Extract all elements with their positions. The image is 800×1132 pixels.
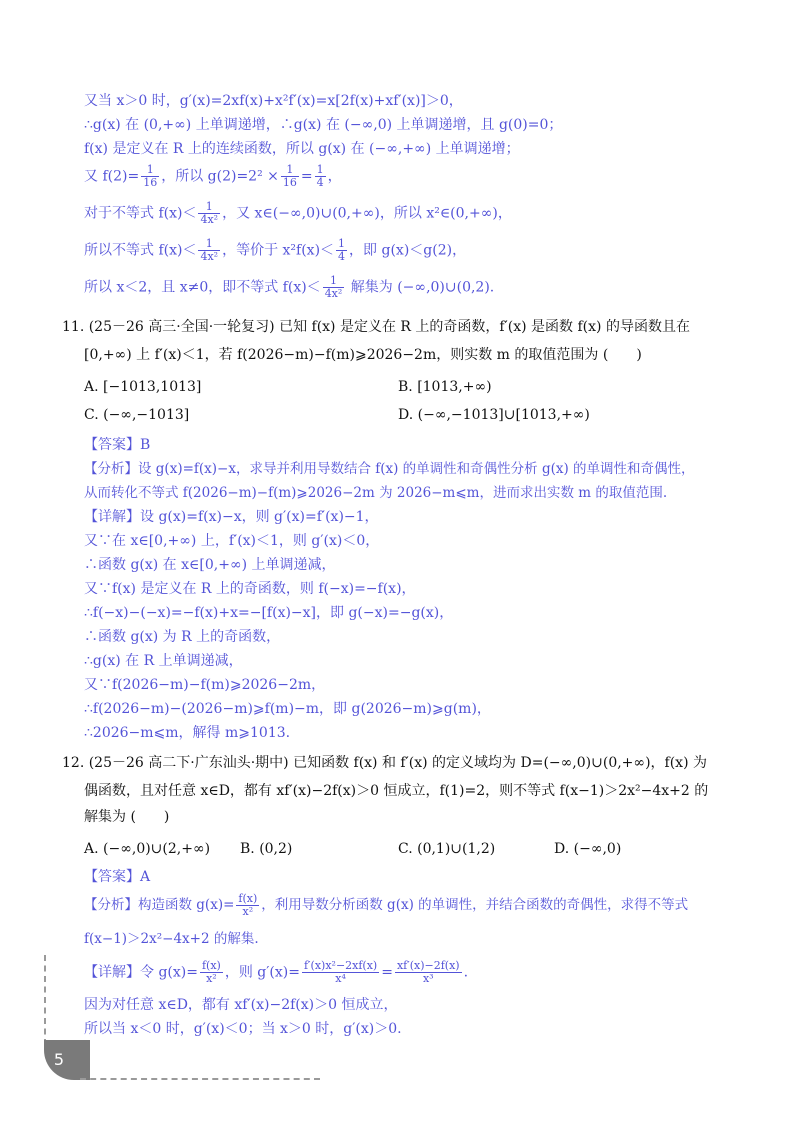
prev-solution-line-6: 所以不等式 f(x)＜ $\frac{1}{\text{4x²}}$ ，等价于 x²f(x)＜ $\frac{1}{4}$ ，即 g(x)＜g(2)， [84,237,467,263]
q11-option-b: B. [1013,+∞) [398,379,492,395]
q11-option-a: A. [−1013,1013] [84,379,202,395]
q11-detail-line-3: ∴函数 g(x) 在 x∈[0,+∞) 上单调递减， [84,557,336,573]
prev-solution-line-5: 对于不等式 f(x)＜ $\frac{1}{\text{4x²}}$ ，又 x∈(−∞,0)∪(0,+∞)，所以 x²∈(0,+∞)， [84,200,512,226]
q12-option-b: B. (0,2) [240,841,293,857]
prev-solution-line-4: 又 f(2)= $\frac{1}{16}$ ，所以 g(2)=2² × $\frac{1}{16}$ = $\frac{1}{4}$ ， [84,163,342,189]
q11-answer: 【答案】B [84,437,151,453]
q12-option-a: A. (−∞,0)∪(2,+∞) [84,841,211,857]
q11-analysis-line-1: 【分析】设 g(x)=f(x)−x，求导并利用导数结合 f(x) 的单调性和奇偶性分析 g(x) 的单调性和奇偶性， [84,461,695,477]
q11-analysis-line-2: 从而转化不等式 f(2026−m)−f(m)⩾2026−2m 为 2026−m⩽m，进而求出实数 m 的取值范围. [84,485,668,501]
q11-detail-line-10: ∴2026−m⩽m，解得 m⩾1013. [84,725,291,741]
q11-option-d: D. (−∞,−1013]∪[1013,+∞) [398,407,590,423]
q11-detail-line-2: 又∵在 x∈[0,+∞) 上，f′(x)＜1，则 g′(x)＜0， [84,533,380,549]
q11-detail-line-8: 又∵f(2026−m)−f(m)⩾2026−2m， [84,677,326,693]
q12-stem-line-3: 解集为 ( ) [84,809,170,825]
page-number: 5 [53,1050,65,1069]
q12-detail-line-2: 因为对任意 x∈D，都有 xf′(x)−2f(x)＞0 恒成立， [84,997,398,1013]
q12-detail-line-3: 所以当 x＜0 时，g′(x)＜0；当 x＞0 时，g′(x)＞0. [84,1021,402,1037]
q12-analysis-line-2: f(x−1)＞2x²−4x+2 的解集. [84,931,259,947]
q11-stem-line-1: 11. (25－26 高三·全国·一轮复习) 已知 f(x) 是定义在 R 上的奇函数，f′(x) 是函数 f(x) 的导函数且在 [62,319,690,335]
page-number-tab [44,1040,90,1080]
prev-solution-line-2: ∴g(x) 在 (0,+∞) 上单调递增，∴g(x) 在 (−∞,0) 上单调递增，且 g(0)=0； [84,117,563,133]
q12-stem-line-2: 偶函数，且对任意 x∈D，都有 xf′(x)−2f(x)＞0 恒成立，f(1)=2，则不等式 f(x−1)＞2x²−4x+2 的 [84,783,709,799]
q12-analysis-line-1: 【分析】构造函数 g(x)= $\frac{f(x)}{\text{x²}}$ ，利用导数分析函数 g(x) 的单调性，并结合函数的奇偶性，求得不等式 [84,892,689,918]
margin-dashed-line [44,955,46,1045]
prev-solution-line-7: 所以 x＜2，且 x≠0，即不等式 f(x)＜ $\frac{1}{\text{4x²}}$ 解集为 (−∞,0)∪(0,2). [84,274,495,300]
q12-detail-line-1: 【详解】令 g(x)= $\frac{f(x)}{\text{x²}}$ ，则 g′(x)= $\frac{\text{f′(x)x²−2xf(x)}}{\text{x⁴}}$ = $\frac{xf'(x)-2f(x)}{\text{x³}}$ . [84,959,469,985]
q11-detail-line-5: ∴f(−x)−(−x)=−f(x)+x=−[f(x)−x]，即 g(−x)=−g(x)， [84,605,454,621]
q12-option-d: D. (−∞,0) [554,841,622,857]
q11-option-c: C. (−∞,−1013] [84,407,190,423]
prev-solution-line-3: f(x) 是定义在 R 上的连续函数，所以 g(x) 在 (−∞,+∞) 上单调递增； [84,141,520,157]
q12-answer: 【答案】A [84,869,151,885]
footer-dashed-line [80,1078,320,1080]
q11-detail-line-9: ∴f(2026−m)−(2026−m)⩾f(m)−m，即 g(2026−m)⩾g(m)， [84,701,491,717]
q12-stem-line-1: 12. (25－26 高二下·广东汕头·期中) 已知函数 f(x) 和 f′(x) 的定义域均为 D=(−∞,0)∪(0,+∞)，f(x) 为 [62,755,707,771]
q11-detail-line-4: 又∵f(x) 是定义在 R 上的奇函数，则 f(−x)=−f(x)， [84,581,416,597]
prev-solution-line-1: 又当 x＞0 时，g′(x)=2xf(x)+x²f′(x)=x[2f(x)+xf′(x)]＞0， [84,93,463,109]
q11-detail-line-6: ∴函数 g(x) 为 R 上的奇函数， [84,629,281,645]
q12-option-c: C. (0,1)∪(1,2) [398,841,496,857]
q11-stem-line-2: [0,+∞) 上 f′(x)＜1，若 f(2026−m)−f(m)⩾2026−2m，则实数 m 的取值范围为 ( ) [84,347,642,363]
q11-detail-line-7: ∴g(x) 在 R 上单调递减， [84,653,243,669]
q11-detail-line-1: 【详解】设 g(x)=f(x)−x，则 g′(x)=f′(x)−1， [84,509,379,525]
